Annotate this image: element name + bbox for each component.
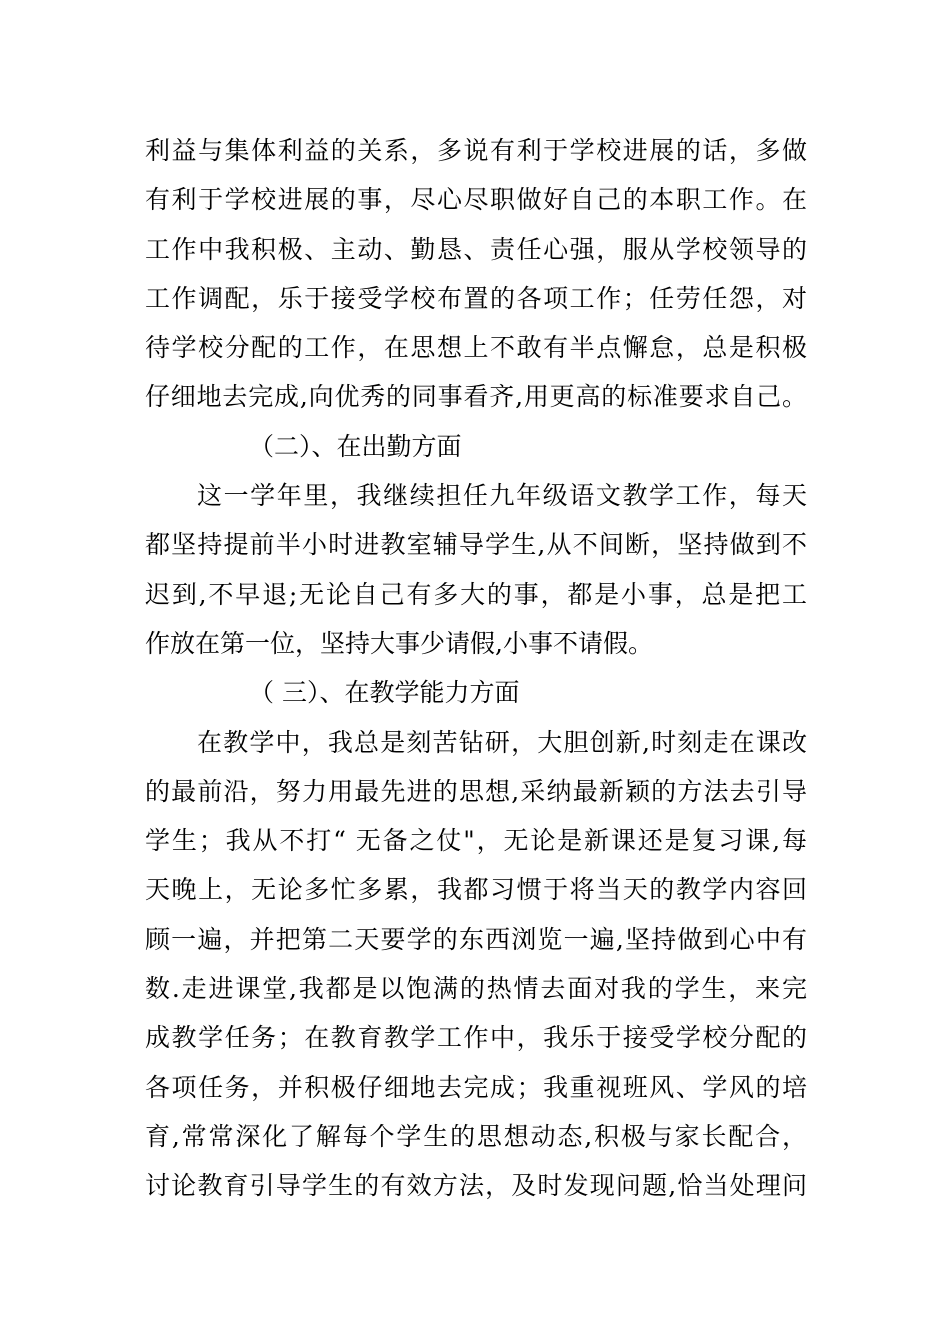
text-line: 天晚上，无论多忙多累，我都习惯于将当天的教学内容回 <box>145 875 807 905</box>
text-line: 待学校分配的工作，在思想上不敢有半点懈怠，总是积极 <box>145 333 807 363</box>
text-line: 都坚持提前半小时进教室辅导学生,从不间断，坚持做到不 <box>145 530 807 560</box>
text-line: 利益与集体利益的关系，多说有利于学校进展的话，多做 <box>145 136 807 165</box>
text-line: 成教学任务；在教育教学工作中，我乐于接受学校分配的 <box>145 1023 807 1053</box>
text-line: 的最前沿，努力用最先进的思想,采纳最新颖的方法去引导 <box>145 776 807 806</box>
section-heading-attendance: （二）、在出勤方面 <box>249 431 462 461</box>
text-line: 仔细地去完成,向优秀的同事看齐,用更高的标准要求自己。 <box>145 382 807 412</box>
text-line: 工作调配，乐于接受学校布置的各项工作；任劳任怨，对 <box>145 283 807 313</box>
section-heading-teaching: （ 三）、在教学能力方面 <box>249 678 520 708</box>
text-line: 顾一遍，并把第二天要学的东西浏览一遍,坚持做到心中有 <box>145 924 807 954</box>
text-line: 这一学年里，我继续担任九年级语文教学工作，每天 <box>197 481 807 511</box>
text-line: 工作中我积极、主动、勤恳、责任心强，服从学校领导的 <box>145 234 807 264</box>
text-line: 数.走进课堂,我都是以饱满的热情去面对我的学生，来完 <box>145 974 807 1004</box>
text-line: 学生；我从不打“ 无备之仗"，无论是新课还是复习课,每 <box>145 826 807 856</box>
text-line: 在教学中，我总是刻苦钻研，大胆创新,时刻走在课改 <box>197 727 807 757</box>
text-line: 各项任务，并积极仔细地去完成；我重视班风、学风的培 <box>145 1072 807 1102</box>
text-line: 迟到,不早退;无论自己有多大的事，都是小事，总是把工 <box>145 579 807 609</box>
text-line: 讨论教育引导学生的有效方法，及时发现问题,恰当处理问 <box>145 1171 807 1201</box>
text-line: 有利于学校进展的事，尽心尽职做好自己的本职工作。在 <box>145 185 807 215</box>
body-text <box>145 126 807 1211</box>
text-line: 作放在第一位，坚持大事少请假,小事不请假。 <box>145 628 653 658</box>
text-line: 育,常常深化了解每个学生的思想动态,积极与家长配合， <box>145 1121 807 1151</box>
